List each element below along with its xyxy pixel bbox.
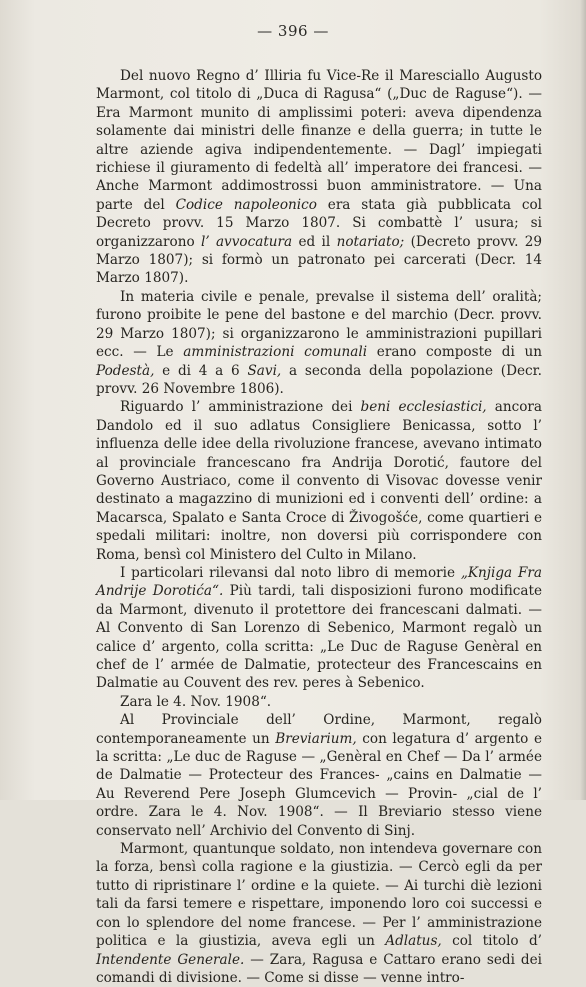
paragraph-marmont-viceroy <box>96 67 542 288</box>
italic-term: „Knjiga Fra Andrije Dorotića“. <box>96 564 542 600</box>
body-text <box>96 67 542 987</box>
text-run: col titolo d’ <box>441 933 542 950</box>
italic-term: beni ecclesiastici, <box>360 399 487 416</box>
text-run: (Decreto provv. 29 Marzo 1807); si formò un patronato pei carcerati (Decr. 14 Marzo 1807). <box>96 233 543 287</box>
italic-term: l’ avvocatura <box>200 233 293 250</box>
text-run: e di 4 a 6 <box>154 362 248 379</box>
page-edge-shadow <box>580 0 586 800</box>
text-run: Al Provinciale dell’ Ordine, Marmont, regalò contemporaneamente un <box>96 712 542 747</box>
text-run: era stata già pubblicata col Decreto provv. 15 Marzo 1807. Si combattè l’ usura; si organizzarono <box>96 196 542 250</box>
text-run: a seconda della popolazione (Decr. provv. 26 Novembre 1806). <box>96 362 542 397</box>
paragraph-ecclesiastical <box>96 398 542 564</box>
text-run: Riguardo l’ amministrazione dei <box>120 399 361 416</box>
text-run: ed il <box>292 233 337 250</box>
text-run: Più tardi, tali disposizioni furono modificate da Marmont, divenuto il protettore dei francescani dalmati. — Al Convento di San Lorenzo di Sebenico, Marmont regalò un calice d’ argento, colla scritta: „Le Duc de Raguse Genèral en chef de l’ armée de Dalmatie, protecteur des Francescains en Dalmatie au Couvent des rev. peres à Sebenico. <box>96 583 542 692</box>
italic-term: Podestà, <box>96 362 155 379</box>
paragraph-breviarium <box>96 711 542 840</box>
text-run: con legatura d’ argento e la scritta: „Le duc de Raguse — „Genèral en Chef — Da l’ armée de Dalmatie — Protecteur des Frances- „cains en Dalmatie — Au Reverend Pere Joseph Glumcevich — Provin- „cial de l’ ordre. Zara le 4. Nov. 1908“. — Il Breviario stesso viene conservato nell’ Archivio del Convento di Sinj. <box>96 730 542 839</box>
page-number: — 396 — <box>257 22 329 40</box>
text-run: In materia civile e penale, prevalse il sistema dell’ oralità; furono proibite le pene del bastone e del marchio (Decr. provv. 29 Marzo 1807); si organizzarono le amministrazioni pupillari ecc. — Le <box>96 288 542 361</box>
text-run: Del nuovo Regno d’ Illiria fu Vice-Re il Maresciallo Augusto Marmont, col titolo di „Duca di Ragusa“ („Duc de Raguse“). — Era Marmont munito di amplissimi poteri: aveva dipendenza solamente dai ministri delle finanze e della guerra; in tutte le altre aziende agiva indipendentemente. — Dagl’ impiegati richiese il giuramento di fedeltà all’ imperatore dei francesi. — Anche Marmont addimostrossi buon amministratore. — Una parte del <box>96 68 542 213</box>
text-run: erano composte di un <box>367 344 542 361</box>
text-run: I particolari rilevansi dal noto libro di memorie <box>120 564 461 581</box>
text-run: ancora Dandolo ed il suo adlatus Consigliere Benicassa, sotto l’ influenza delle idee della rivoluzione francese, avevano intimato al provinciale francescano fra Andrija Dorotić, fautore del Governo Austriaco, come il convento di Visovac dovesse venir destinato a magazzino di munizioni ed i conventi dell’ ordine: a Macarsca, Spalato e Santa Croce di Živogošće, come quartieri e spedali militari: inoltre, non doversi più corrispondere con Roma, bensì col Ministero del Culto in Milano. <box>96 399 542 563</box>
text-run: — Zara, Ragusa e Cattaro erano sedi dei comandi di divisione. — Come si disse — venne intro- <box>96 951 542 986</box>
italic-term: Breviarium, <box>275 730 357 747</box>
italic-term: Adlatus, <box>385 933 442 950</box>
italic-term: Codice napoleonico <box>175 196 317 213</box>
italic-term: amministrazioni comunali <box>183 344 368 361</box>
paragraph-dorotic-memoirs <box>96 564 542 693</box>
text-run: Marmont, quantunque soldato, non intendeva governare con la forza, bensì colla ragione e la giustizia. — Cercò egli da per tutto di ripristinare l’ ordine e la quiete. — Ai turchi diè lezioni tali da farsi temere e rispettare, imponendo loro coi successi e con lo splendore del nome francese. — Per l’ amministrazione politica e la giustizia, aveva egli un <box>96 841 542 950</box>
italic-term: Savi, <box>247 362 282 379</box>
italic-term: notariato; <box>336 233 405 250</box>
italic-term: Intendente Generale. <box>96 951 245 968</box>
paragraph-date-line: Zara le 4. Nov. 1908“. <box>120 693 272 710</box>
paragraph-civil-penal <box>96 288 542 398</box>
paragraph-marmont-governance <box>96 840 542 987</box>
